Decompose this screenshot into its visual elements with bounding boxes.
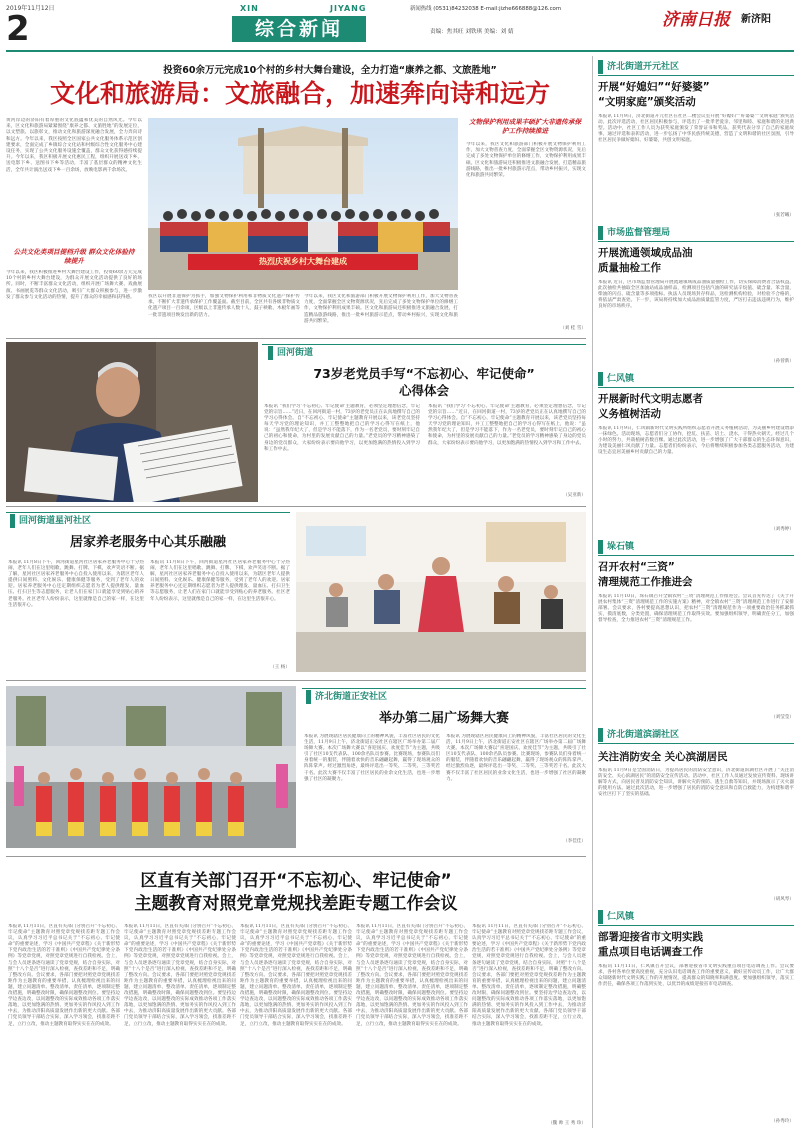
right-s5-rule	[598, 743, 794, 744]
elderly-dance-photo	[296, 512, 586, 672]
edition-logo: 新济阳	[741, 14, 771, 25]
right-s2-headline-2: 质量抽检工作	[598, 262, 661, 274]
xinghe-byline: （王 杨）	[270, 665, 290, 670]
right-s4-rule	[598, 555, 794, 556]
right-s3-byline: （刘秀婷）	[771, 527, 794, 532]
editors: 责编：焦其旺 刘铁琪 美编：刘 婧	[430, 29, 514, 35]
right-s4-tag: 垛石镇	[598, 540, 634, 554]
square-dance-photo	[6, 686, 296, 848]
right-s6-headline-2: 重点项目电话调查工作	[598, 946, 703, 958]
huihe-text-2: 本报讯 “我们学习‘不忘初心、牢记使命’主题教育，必须坚定理想信念，牢记党的宗旨……”近日，在回河街道一村，73岁的老党员正在认真地撰写自己的学习心得体会。自“不忘初心、牢记使命”主题教育开展以来，该老党员坚持每天学习党的理论知识，并工工整整地把自己的学习心得写在纸上，他说：“虽然我年纪大了，但是学习不能落下，作为一名老党员，要时刻牢记自己的初心和使命，为村里的发展贡献自己的力量。”老党员的学习精神感染了身边的党员群众，大家纷纷表示要向他学习，以更加饱满的热情投入到学习和工作中去。	[428, 404, 586, 446]
right-s3-text: 本报讯 11月9日，仁风镇新时代文明实践所组织志愿者开展义务植树活动，为美丽乡村建设增添一抹绿色。活动现场，志愿者们分工协作，挖坑、扶苗、培土、浇水，干得热火朝天。经过几个小时的努力，共栽植树苗数百棵。通过此次活动，进一步增强了广大干部群众的生态环保意识，为建设美丽仁风贡献了力量。志愿者们纷纷表示，今后将继续积极参加各类志愿服务活动，为建设生态宜居美丽乡村贡献自己的力量。	[598, 426, 794, 456]
bottom-text-3: 本报讯 11月11日，区直有关部门分别召开“不忘初心、牢记使命”主题教育对照党章党规找差距专题工作会议，认真学习习近平总书记关于“不忘初心、牢记使命”的重要论述，学习《中国共产党章程》《关于新形势下党内政治生活的若干准则》《中国共产党纪律处分条例》等党章党规，对照党章党规进行自我检视。会上，与会人员逐条逐句通读了党章党规，结合自身实际，对照“十八个是否”进行深入检视，查找差距和不足，明确了整改方向。会议要求，各部门要把对照党章党规找差距作为主题教育的重要举措，认真梳理检视出来的问题，建立问题清单、整改清单、责任清单，逐项制定整改措施，明确整改时限，确保问题整改到位。要坚持边学边查边改，以问题整改的实际成效推动各项工作落实落地，以更加饱满的热情、更加务实的作风投入到工作中去，为推动济阳高质量发展作出新的更大贡献。各部门党员领导干部结合实际，深入学习领会，找准差距不足，立行立改，推动主题教育取得实实在在的成效。	[240, 924, 352, 1027]
lead-text-c: 我区以开展非遗保护为抓手，加强文物保护利用和非物质文化遗产保护传承，不断扩大非遗传承保护工作覆盖面。截至目前，全区共有各级非物质文化遗产项目一百余项，区级以上非遗传承人数十人，鼓子秧歌、木板年画等一批非遗项目焕发出新的活力。	[148, 294, 300, 318]
xinghe-tag: 回河街道星河社区	[10, 514, 91, 528]
huihe-byline: （吴亚新）	[563, 493, 586, 498]
lead-text-b: 今年以来，我区积极推进乡村大舞台建设工作，投资60余万元完成10个村的乡村大舞台建设，为群众开展文化活动提供了良好的场所。同时，不断丰富群众文化活动，组织开展广场舞大赛、戏曲展演、书画展览等群众文化活动，吸引广大群众积极参与，进一步激发了群众参与文化活动的热情，提升了群众的幸福感和获得感。	[6, 270, 142, 300]
zhengan-byline: （李佳佳）	[563, 839, 586, 844]
group-photo	[148, 118, 458, 290]
right-s2-rule	[598, 241, 794, 242]
zhengan-text-1: 本报讯 为展现辖区居民健康向上的精神风貌，丰富社区居民的文化生活，11月9日上午，济北街道正安社区在辖区广场举办第二届广场舞大赛。本次广场舞大赛以“喜迎国庆、欢度佳节”为主题，共吸引了社区10支代表队、100余名队员参赛。比赛现场，参赛队员们身着统一的服装，伴随着欢快的音乐翩翩起舞，赢得了现场观众的阵阵掌声。经过激烈角逐，最终评选出一等奖、二等奖、三等奖若干名。此次大赛不仅丰富了社区居民的业余文化生活，也进一步增强了社区的凝聚力。	[304, 734, 440, 782]
pinyin-left: XIN	[240, 4, 259, 13]
huihe-text-1: 本报讯 “我们学习‘不忘初心、牢记使命’主题教育，必须坚定理想信念，牢记党的宗旨……”近日，在回河街道一村，73岁的老党员正在认真地撰写自己的学习心得体会。自“不忘初心、牢记使命”主题教育开展以来，该老党员坚持每天学习党的理论知识，并工工整整地把自己的学习心得写在纸上，他说：“虽然我年纪大了，但是学习不能落下，作为一名老党员，要时刻牢记自己的初心和使命，为村里的发展贡献自己的力量。”老党员的学习精神感染了身边的党员群众，大家纷纷表示要向他学习，以更加饱满的热情投入到学习和工作中去。	[264, 404, 420, 452]
rule-zhengan-bottom	[6, 856, 586, 857]
right-s3-rule	[598, 387, 794, 388]
right-s1-tag: 济北街道开元社区	[598, 60, 679, 74]
rule-lead-bottom	[6, 338, 586, 339]
pinyin-right: JIYANG	[330, 4, 367, 13]
right-s4-byline: （刘莹莹）	[771, 715, 794, 720]
right-s1-byline: （张若曦）	[771, 213, 794, 218]
zhengan-text-2: 本报讯 为展现辖区居民健康向上的精神风貌，丰富社区居民的文化生活，11月9日上午，济北街道正安社区在辖区广场举办第二届广场舞大赛。本次广场舞大赛以“喜迎国庆、欢度佳节”为主题，共吸引了社区10支代表队、100余名队员参赛。比赛现场，参赛队员们身着统一的服装，伴随着欢快的音乐翩翩起舞，赢得了现场观众的阵阵掌声。经过激烈角逐，最终评选出一等奖、二等奖、三等奖若干名。此次大赛不仅丰富了社区居民的业余文化生活，也进一步增强了社区的凝聚力。	[446, 734, 586, 782]
right-column-divider	[592, 56, 593, 1128]
lead-kicker: 投资60余万元完成10个村的乡村大舞台建设，全力打造“康养之都、文旅胜地”	[163, 65, 497, 76]
hotline: 新闻热线 (0531)84232038 E-mail:jizhe666888@126.com	[410, 6, 562, 12]
right-s5-tag: 济北街道滨湖社区	[598, 728, 679, 742]
lead-text-a: 黄河岸边的济阳有着厚重的文化底蕴和优美的自然风光。今年以来，区文化和旅游局紧紧围绕“康养之都、文旅胜地”的发展定位，以文塑旅、以旅彰文，推动文化和旅游深度融合发展，全力奔向诗和远方。今年以来，我区按照全区国家公共文化服务体系示范区创建要求，全面完成了乡镇综合文化站和村级综合性文化服务中心建设任务，实现了公共文化服务设施全覆盖，群众文化获得感持续提升。今年以来，我区积极开展文化惠民工程，组织开展送戏下乡、送电影下乡、送图书下乡等活动，丰富了基层群众的精神文化生活，全年共计演出送戏下乡一百余场，放映电影两千余场次。	[6, 118, 142, 173]
right-s6-tag: 仁风镇	[598, 910, 634, 924]
right-s6-byline: （孙秀玲）	[771, 1119, 794, 1124]
right-s6-headline-1: 部署迎接省市文明实践	[598, 931, 703, 943]
bottom-text-1: 本报讯 11月11日，区直有关部门分别召开“不忘初心、牢记使命”主题教育对照党章党规找差距专题工作会议，认真学习习近平总书记关于“不忘初心、牢记使命”的重要论述，学习《中国共产党章程》《关于新形势下党内政治生活的若干准则》《中国共产党纪律处分条例》等党章党规，对照党章党规进行自我检视。会上，与会人员逐条逐句通读了党章党规，结合自身实际，对照“十八个是否”进行深入检视，查找差距和不足，明确了整改方向。会议要求，各部门要把对照党章党规找差距作为主题教育的重要举措，认真梳理检视出来的问题，建立问题清单、整改清单、责任清单，逐项制定整改措施，明确整改时限，确保问题整改到位。要坚持边学边查边改，以问题整改的实际成效推动各项工作落实落地，以更加饱满的热情、更加务实的作风投入到工作中去，为推动济阳高质量发展作出新的更大贡献。各部门党员领导干部结合实际，深入学习领会，找准差距不足，立行立改，推动主题教育取得实实在在的成效。	[8, 924, 120, 1027]
lead-text-d2: 今年以来，我区文化和旅游部门积极开展文物保护利用工作，加大文物普查力度，全面掌握全区文物资源状况，先后完成了多处文物保护单位的修缮工作，文物保护利用成果丰硕。区文化和旅游局还积极推进文旅融合发展，打造精品旅游线路，推出一批乡村旅游示范点，带动乡村振兴，实现文化和旅游共同繁荣。	[466, 142, 586, 179]
lead-subhead-1: 公共文化类项目提档升级 群众文化体验持续提升	[13, 248, 135, 265]
issue-date: 2019年11月12日	[6, 5, 55, 12]
bottom-text-4: 本报讯 11月11日，区直有关部门分别召开“不忘初心、牢记使命”主题教育对照党章党规找差距专题工作会议，认真学习习近平总书记关于“不忘初心、牢记使命”的重要论述，学习《中国共产党章程》《关于新形势下党内政治生活的若干准则》《中国共产党纪律处分条例》等党章党规，对照党章党规进行自我检视。会上，与会人员逐条逐句通读了党章党规，结合自身实际，对照“十八个是否”进行深入检视，查找差距和不足，明确了整改方向。会议要求，各部门要把对照党章党规找差距作为主题教育的重要举措，认真梳理检视出来的问题，建立问题清单、整改清单、责任清单，逐项制定整改措施，明确整改时限，确保问题整改到位。要坚持边学边查边改，以问题整改的实际成效推动各项工作落实落地，以更加饱满的热情、更加务实的作风投入到工作中去，为推动济阳高质量发展作出新的更大贡献。各部门党员领导干部结合实际，深入学习领会，找准差距不足，立行立改，推动主题教育取得实实在在的成效。	[356, 924, 468, 1027]
bottom-text-2: 本报讯 11月11日，区直有关部门分别召开“不忘初心、牢记使命”主题教育对照党章党规找差距专题工作会议，认真学习习近平总书记关于“不忘初心、牢记使命”的重要论述，学习《中国共产党章程》《关于新形势下党内政治生活的若干准则》《中国共产党纪律处分条例》等党章党规，对照党章党规进行自我检视。会上，与会人员逐条逐句通读了党章党规，结合自身实际，对照“十八个是否”进行深入检视，查找差距和不足，明确了整改方向。会议要求，各部门要把对照党章党规找差距作为主题教育的重要举措，认真梳理检视出来的问题，建立问题清单、整改清单、责任清单，逐项制定整改措施，明确整改时限，确保问题整改到位。要坚持边学边查边改，以问题整改的实际成效推动各项工作落实落地，以更加饱满的热情、更加务实的作风投入到工作中去，为推动济阳高质量发展作出新的更大贡献。各部门党员领导干部结合实际，深入学习领会，找准差距不足，立行立改，推动主题教育取得实实在在的成效。	[124, 924, 236, 1027]
old-man-photo	[6, 342, 258, 502]
old-man-image	[6, 342, 258, 502]
right-s5-text: 本报讯 11月9日是全国消防日，为提高居民的消防安全意识，济北街道滨湖社区开展了“关注消防安全、关心滨湖居民”的消防安全宣传活动。活动中，社区工作人员通过发放宣传资料、现场讲解等方式，向居民普及消防安全知识，讲解火灾的预防、逃生自救等知识，并现场演示了灭火器的使用方法。通过此次活动，进一步增强了居民的消防安全意识和自防自救能力，为构建和谐平安社区打下了坚实的基础。	[598, 768, 794, 798]
right-s6-rule	[598, 925, 794, 926]
right-s2-headline-1: 开展流通领域成品油	[598, 247, 693, 259]
huihe-headline-2: 心得体会	[398, 383, 449, 398]
lead-subhead-2: 文物保护利用成果丰硕扩大非遗传承保护工作持续推进	[468, 118, 582, 135]
right-s3-headline-2: 义务植树活动	[598, 408, 661, 420]
huihe-tag: 回河街道	[268, 346, 313, 360]
right-s3-headline-1: 开展新时代文明志愿者	[598, 393, 703, 405]
elderly-dance-image	[296, 512, 586, 672]
right-s1-headline-1: 开展“好媳妇”“好婆婆”	[598, 81, 710, 93]
group-photo-banner: 热烈庆祝乡村大舞台建成	[259, 257, 347, 266]
right-s1-headline-2: “文明家庭”颁奖活动	[598, 96, 696, 108]
right-s4-headline-2: 清理规范工作推进会	[598, 576, 693, 588]
right-s1-text: 本报讯 11月9日，济北街道开元社区在社区二楼会议室开展“好媳妇”“好婆婆”“文明家庭”颁奖活动。此次评选活动，社区居民积极参与，评选出了一批孝老爱亲、邻里和睦、家庭和谐的先进典型。活动中，社区工作人员为获奖家庭颁发了荣誉证书和奖品，获奖代表分享了自己的家庭故事。通过评选和表彰活动，进一步弘扬了中华民族传统美德，营造了文明和谐的社区氛围，引导社区居民争做好媳妇、好婆婆，共创文明家庭。	[598, 114, 794, 144]
right-s4-text: 本报讯 11月10日，垛石镇召开全镇农村“三资”清理规范工作推进会。会议首先传达了《关于开展农村集体“三资”清理规范工作的实施方案》精神，对全镇农村“三资”清理规范工作进行了安排部署。会议要求，各村要提高思想认识，把农村“三资”清理规范作为一项重要政治任务抓紧抓实，摸清底数，分类处置，确保清理规范工作取得实效。要加强组织领导，明确责任分工，加强督导检查，全力推进农村“三资”清理规范工作。	[598, 594, 794, 624]
lead-headline: 文化和旅游局：文旅融合，加速奔向诗和远方	[49, 79, 550, 108]
huihe-headline-1: 73岁老党员手写“不忘初心、牢记使命”	[313, 366, 535, 381]
bottom-headline-2: 主题教育对照党章党规找差距专题工作会议	[134, 894, 458, 914]
xinghe-headline: 居家养老服务中心其乐融融	[69, 535, 226, 550]
right-s3-tag: 仁风镇	[598, 372, 634, 386]
right-s6-text: 本报讯 11月11日，仁风镇召开会议，部署迎接省市文明实践重点项目电话调查工作。会议要求，各村各单位要高度重视，充分认识电话调查工作的重要意义，做好宣传动员工作，让广大群众知晓新时代文明实践工作的开展情况，提高群众的知晓率和满意度。要加强组织领导，落实工作责任，确保各项工作落到实处，以优异的成绩迎接省市电话调查。	[598, 964, 794, 988]
zhengan-tag: 济北街道正安社区	[306, 690, 387, 704]
section-name: 综合新闻	[254, 18, 343, 40]
right-s5-byline: （胡风琴）	[771, 897, 794, 902]
lead-text-d: 今年以来，我区文化和旅游部门积极开展文物保护利用工作，加大文物普查力度，全面掌握全区文物资源状况，先后完成了多处文物保护单位的修缮工作，文物保护利用成果丰硕。区文化和旅游局还积极推进文旅融合发展，打造精品旅游线路，推出一批乡村旅游示范点，带动乡村振兴，实现文化和旅游共同繁荣。	[304, 294, 458, 324]
masthead	[0, 0, 800, 54]
right-s2-byline: （孙曾新）	[771, 359, 794, 364]
zhengan-headline: 举办第二届广场舞大赛	[378, 711, 509, 726]
right-s4-headline-1: 召开农村“三资”	[598, 561, 675, 573]
xinghe-text-2: 本报讯 11月8日下午，回河街道星河社区居家养老服务中心十分热闹，老年人们在这里唱歌、跳舞、打牌、下棋，欢声笑语不断。据了解，星河社区居家养老服务中心自投入使用以来，为辖区老年人提供日间照料、文化娱乐、健康保健等服务，受到了老年人的欢迎。居家养老服务中心还定期组织志愿者为老人提供理发、量血压、打扫卫生等志愿服务，让老人们在家门口就能享受到贴心的养老服务。社区老年人纷纷表示，这里就像是自己的家一样，在这里生活很开心。	[150, 560, 290, 602]
right-s1-rule	[598, 75, 794, 76]
square-dance-image	[6, 686, 296, 848]
bottom-byline: （魏 帅 王 秀 珍）	[548, 1121, 586, 1126]
right-s2-tag: 市场监督管理局	[598, 226, 670, 240]
xinghe-text-1: 本报讯 11月8日下午，回河街道星河社区居家养老服务中心十分热闹，老年人们在这里唱歌、跳舞、打牌、下棋，欢声笑语不断。据了解，星河社区居家养老服务中心自投入使用以来，为辖区老年人提供日间照料、文化娱乐、健康保健等服务，受到了老年人的欢迎。居家养老服务中心还定期组织志愿者为老人提供理发、量血压、打扫卫生等志愿服务，让老人们在家门口就能享受到贴心的养老服务。社区老年人纷纷表示，这里就像是自己的家一样，在这里生活很开心。	[8, 560, 144, 608]
rule-xinghe-bottom	[6, 680, 586, 681]
right-s5-headline: 关注消防安全 关心滨湖居民	[598, 751, 728, 763]
page-number: 2	[6, 9, 30, 49]
masthead-rule	[6, 50, 794, 52]
right-s2-text: 本报讯 近日，区市场监督管理局开展流通领域成品油质量抽检工作，切实保障消费者合法权益。此次抽检共抽取全区加油站成品油样品，检测项目包括汽油的研究法辛烷值、硫含量、苯含量，柴油的闪点、硫含量等多项指标。执法人员现场封存样品，送检测机构检验，对检验不合格的，将依法严肃查处。下一步，该局将持续加大成品油质量监管力度，严厉打击违法违规行为，维护良好的市场秩序。	[598, 280, 794, 310]
paper-logo: 济南日报	[662, 10, 730, 30]
rule-huihe-bottom	[6, 506, 586, 507]
bottom-text-5: 本报讯 11月11日，区直有关部门分别召开“不忘初心、牢记使命”主题教育对照党章党规找差距专题工作会议，认真学习习近平总书记关于“不忘初心、牢记使命”的重要论述，学习《中国共产党章程》《关于新形势下党内政治生活的若干准则》《中国共产党纪律处分条例》等党章党规，对照党章党规进行自我检视。会上，与会人员逐条逐句通读了党章党规，结合自身实际，对照“十八个是否”进行深入检视，查找差距和不足，明确了整改方向。会议要求，各部门要把对照党章党规找差距作为主题教育的重要举措，认真梳理检视出来的问题，建立问题清单、整改清单、责任清单，逐项制定整改措施，明确整改时限，确保问题整改到位。要坚持边学边查边改，以问题整改的实际成效推动各项工作落实落地，以更加饱满的热情、更加务实的作风投入到工作中去，为推动济阳高质量发展作出新的更大贡献。各部门党员领导干部结合实际，深入学习领会，找准差距不足，立行立改，推动主题教育取得实实在在的成效。	[472, 924, 586, 1027]
lead-byline: （刘 桂 雪）	[560, 326, 586, 331]
bottom-headline-1: 区直有关部门召开“不忘初心、牢记使命”	[140, 871, 452, 891]
